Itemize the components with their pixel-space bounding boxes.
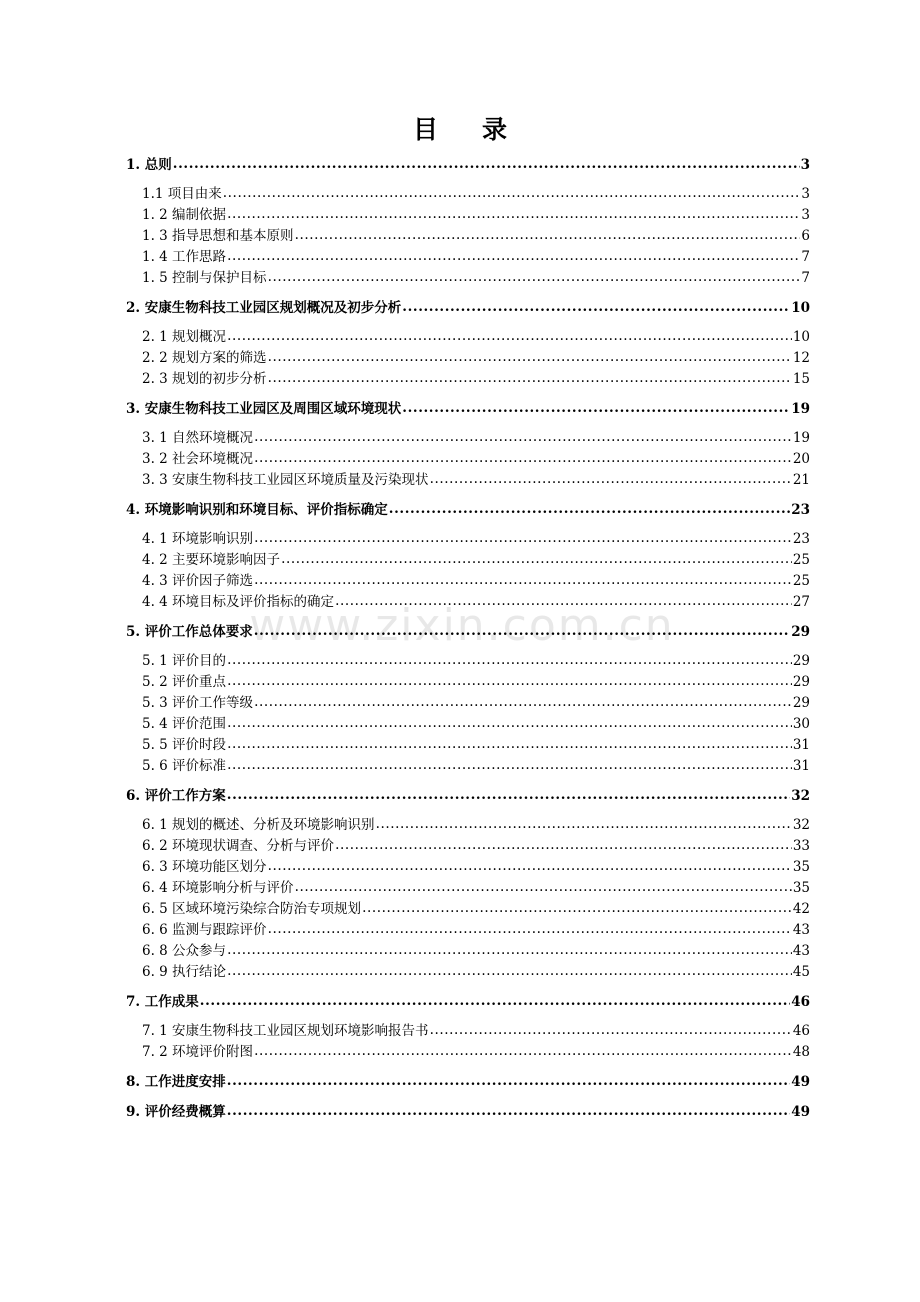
toc-page-number: 7 [801, 249, 810, 265]
toc-page-number: 49 [791, 1074, 810, 1090]
toc-dot-leader [268, 368, 792, 389]
toc-entry-label: 2. 3 规划的初步分析 [142, 371, 267, 387]
toc-dot-leader [227, 671, 792, 692]
toc-dot-leader [362, 898, 792, 919]
toc-section-entry[interactable] [126, 571, 810, 592]
toc-entry-label: 3. 2 社会环境概况 [142, 451, 254, 467]
toc-chapter-entry[interactable] [126, 1072, 810, 1093]
toc-entry-label: 5. 2 评价重点 [142, 674, 227, 690]
toc-section-entry[interactable] [126, 529, 810, 550]
toc-entry-label: 5. 3 评价工作等级 [142, 695, 254, 711]
toc-entry-label: 6. 1 规划的概述、分析及环境影响识别 [142, 817, 375, 833]
toc-entry-label: 6. 2 环境现状调查、分析与评价 [142, 838, 335, 854]
toc-entry-label: 2. 安康生物科技工业园区规划概况及初步分析 [126, 300, 402, 316]
toc-entry-label: 4. 1 环境影响识别 [142, 531, 254, 547]
toc-dot-leader [402, 398, 790, 419]
toc-dot-leader [268, 919, 792, 940]
toc-page-number: 49 [791, 1104, 810, 1120]
toc-dot-leader [227, 755, 792, 776]
toc-entry-label: 6. 评价工作方案 [126, 788, 226, 804]
toc-dot-leader [227, 940, 792, 961]
toc-dot-leader [227, 1101, 790, 1122]
toc-section-entry[interactable] [126, 268, 810, 289]
toc-page-number: 46 [791, 994, 810, 1010]
toc-chapter-entry[interactable] [126, 1102, 810, 1123]
toc-page-number: 10 [792, 329, 810, 345]
toc-page-number: 30 [792, 716, 810, 732]
toc-dot-leader [173, 154, 800, 175]
toc-dot-leader [268, 347, 792, 368]
toc-page-number: 32 [791, 788, 810, 804]
toc-dot-leader [268, 267, 801, 288]
toc-entry-label: 6. 3 环境功能区划分 [142, 859, 267, 875]
toc-chapter-entry[interactable] [126, 786, 810, 807]
toc-page-number: 43 [792, 922, 810, 938]
toc-entry-label: 1. 3 指导思想和基本原则 [142, 228, 294, 244]
toc-page-number: 45 [792, 964, 810, 980]
toc-page-number: 27 [792, 594, 810, 610]
toc-entry-label: 3. 1 自然环境概况 [142, 430, 254, 446]
toc-dot-leader [200, 991, 790, 1012]
toc-entry-label: 3. 安康生物科技工业园区及周围区域环境现状 [126, 401, 402, 417]
toc-section-entry[interactable] [126, 815, 810, 836]
toc-page-number: 19 [792, 430, 810, 446]
toc-page-number: 31 [792, 758, 810, 774]
toc-section-entry[interactable] [126, 470, 810, 491]
toc-entry-label: 4. 环境影响识别和环境目标、评价指标确定 [126, 502, 388, 518]
toc-section-entry[interactable] [126, 348, 810, 369]
toc-chapter-entry[interactable] [126, 622, 810, 643]
toc-page-number: 25 [792, 552, 810, 568]
toc-entry-label: 6. 5 区域环境污染综合防治专项规划 [142, 901, 362, 917]
toc-page-number: 42 [792, 901, 810, 917]
table-of-contents [126, 155, 810, 1123]
toc-page-number: 19 [791, 401, 810, 417]
toc-dot-leader [402, 297, 790, 318]
toc-chapter-entry[interactable] [126, 155, 810, 176]
toc-section-entry[interactable] [126, 247, 810, 268]
toc-section-entry[interactable] [126, 878, 810, 899]
title-char-2: 录 [482, 115, 508, 144]
toc-entry-label: 6. 9 执行结论 [142, 964, 227, 980]
toc-section-entry[interactable] [126, 327, 810, 348]
toc-section-entry[interactable] [126, 1042, 810, 1063]
toc-page-number: 23 [792, 531, 810, 547]
toc-dot-leader [227, 204, 800, 225]
toc-chapter-entry[interactable] [126, 500, 810, 521]
toc-page-number: 29 [792, 674, 810, 690]
toc-dot-leader [227, 326, 792, 347]
toc-section-entry[interactable] [126, 550, 810, 571]
toc-page-number: 3 [801, 186, 810, 202]
toc-entry-label: 4. 4 环境目标及评价指标的确定 [142, 594, 335, 610]
toc-section-entry[interactable] [126, 205, 810, 226]
toc-dot-leader [227, 734, 792, 755]
toc-section-entry[interactable] [126, 1021, 810, 1042]
toc-dot-leader [254, 528, 792, 549]
toc-entry-label: 5. 5 评价时段 [142, 737, 227, 753]
toc-dot-leader [227, 961, 792, 982]
title-char-1: 目 [412, 115, 438, 144]
toc-section-entry[interactable] [126, 226, 810, 247]
toc-entry-label: 3. 3 安康生物科技工业园区环境质量及污染现状 [142, 472, 429, 488]
toc-chapter-entry[interactable] [126, 298, 810, 319]
toc-dot-leader [335, 835, 792, 856]
toc-section-entry[interactable] [126, 672, 810, 693]
toc-dot-leader [227, 246, 800, 267]
toc-page-number: 25 [792, 573, 810, 589]
toc-page-number: 20 [792, 451, 810, 467]
toc-page-number: 43 [792, 943, 810, 959]
toc-entry-label: 2. 2 规划方案的筛选 [142, 350, 267, 366]
toc-entry-label: 5. 评价工作总体要求 [126, 624, 253, 640]
toc-dot-leader [254, 427, 792, 448]
toc-page-number: 7 [801, 270, 810, 286]
toc-page-number: 21 [792, 472, 810, 488]
toc-section-entry[interactable] [126, 184, 810, 205]
toc-page-number: 12 [792, 350, 810, 366]
toc-section-entry[interactable] [126, 693, 810, 714]
toc-dot-leader [295, 225, 801, 246]
page-title [0, 112, 920, 148]
toc-entry-label: 1. 2 编制依据 [142, 207, 227, 223]
toc-entry-label: 9. 评价经费概算 [126, 1104, 226, 1120]
toc-entry-label: 5. 6 评价标准 [142, 758, 227, 774]
toc-dot-leader [430, 1020, 792, 1041]
toc-page-number: 48 [792, 1044, 810, 1060]
toc-section-entry[interactable] [126, 836, 810, 857]
toc-page-number: 10 [791, 300, 810, 316]
toc-section-entry[interactable] [126, 899, 810, 920]
toc-entry-label: 4. 3 评价因子筛选 [142, 573, 254, 589]
toc-entry-label: 8. 工作进度安排 [126, 1074, 226, 1090]
toc-page-number: 6 [801, 228, 810, 244]
toc-page-number: 35 [792, 859, 810, 875]
toc-dot-leader [295, 877, 792, 898]
toc-dot-leader [430, 469, 792, 490]
toc-entry-label: 6. 8 公众参与 [142, 943, 227, 959]
toc-section-entry[interactable] [126, 735, 810, 756]
toc-section-entry[interactable] [126, 592, 810, 613]
toc-page-number: 29 [792, 653, 810, 669]
toc-section-entry[interactable] [126, 941, 810, 962]
toc-dot-leader [268, 856, 792, 877]
toc-dot-leader [254, 1041, 792, 1062]
toc-section-entry[interactable] [126, 449, 810, 470]
toc-page-number: 33 [792, 838, 810, 854]
toc-entry-label: 5. 1 评价目的 [142, 653, 227, 669]
toc-dot-leader [254, 692, 792, 713]
toc-section-entry[interactable] [126, 857, 810, 878]
toc-dot-leader [335, 591, 792, 612]
toc-chapter-entry[interactable] [126, 399, 810, 420]
toc-entry-label: 2. 1 规划概况 [142, 329, 227, 345]
toc-page-number: 46 [792, 1023, 810, 1039]
toc-page-number: 29 [792, 695, 810, 711]
toc-dot-leader [227, 713, 792, 734]
toc-dot-leader [254, 570, 792, 591]
toc-dot-leader [254, 621, 790, 642]
toc-page-number: 29 [791, 624, 810, 640]
toc-page-number: 32 [792, 817, 810, 833]
toc-section-entry[interactable] [126, 920, 810, 941]
toc-entry-label: 6. 4 环境影响分析与评价 [142, 880, 294, 896]
toc-dot-leader [376, 814, 792, 835]
toc-page-number: 3 [800, 157, 810, 173]
toc-dot-leader [227, 650, 792, 671]
toc-page-number: 23 [791, 502, 810, 518]
toc-entry-label: 1. 总则 [126, 157, 172, 173]
toc-entry-label: 4. 2 主要环境影响因子 [142, 552, 281, 568]
toc-section-entry[interactable] [126, 369, 810, 390]
toc-entry-label: 7. 工作成果 [126, 994, 199, 1010]
toc-section-entry[interactable] [126, 756, 810, 777]
toc-section-entry[interactable] [126, 651, 810, 672]
toc-chapter-entry[interactable] [126, 992, 810, 1013]
toc-entry-label: 1.1 项目由来 [142, 186, 222, 202]
toc-dot-leader [281, 549, 792, 570]
toc-dot-leader [389, 499, 790, 520]
toc-entry-label: 6. 6 监测与跟踪评价 [142, 922, 267, 938]
toc-section-entry[interactable] [126, 428, 810, 449]
toc-entry-label: 5. 4 评价范围 [142, 716, 227, 732]
toc-section-entry[interactable] [126, 714, 810, 735]
toc-entry-label: 7. 1 安康生物科技工业园区规划环境影响报告书 [142, 1023, 429, 1039]
toc-dot-leader [227, 785, 790, 806]
toc-entry-label: 1. 5 控制与保护目标 [142, 270, 267, 286]
toc-page-number: 3 [801, 207, 810, 223]
watermark: www.zixin.com.cn [249, 600, 675, 651]
toc-section-entry[interactable] [126, 962, 810, 983]
toc-page-number: 15 [792, 371, 810, 387]
toc-dot-leader [223, 183, 801, 204]
toc-entry-label: 1. 4 工作思路 [142, 249, 227, 265]
toc-page-number: 31 [792, 737, 810, 753]
toc-dot-leader [227, 1071, 790, 1092]
toc-entry-label: 7. 2 环境评价附图 [142, 1044, 254, 1060]
toc-page-number: 35 [792, 880, 810, 896]
toc-dot-leader [254, 448, 792, 469]
